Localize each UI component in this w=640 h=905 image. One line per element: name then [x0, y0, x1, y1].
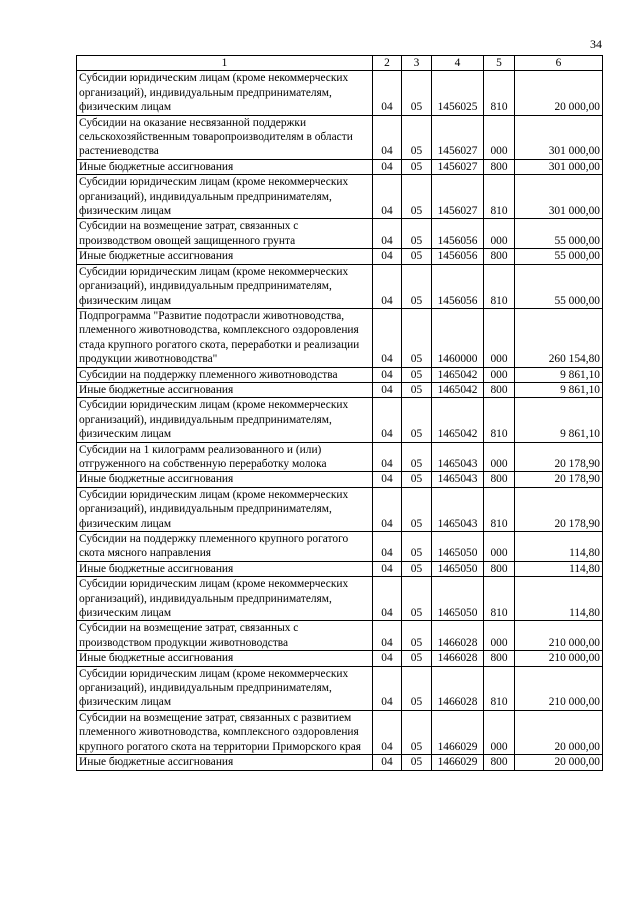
row-code-3: 05 [402, 561, 432, 576]
row-code-3: 05 [402, 382, 432, 397]
row-amount: 210 000,00 [515, 621, 603, 651]
row-expense-type: 000 [484, 710, 515, 754]
table-row [77, 159, 603, 174]
row-expense-type: 800 [484, 472, 515, 487]
row-name: Субсидии на возмещение затрат, связанных с производством продукции животноводства [77, 621, 373, 651]
row-code-2: 04 [373, 577, 402, 621]
row-code-3: 05 [402, 621, 432, 651]
row-expense-type: 800 [484, 249, 515, 264]
table-row [77, 308, 603, 367]
row-expense-type: 800 [484, 651, 515, 666]
table-row [77, 666, 603, 710]
row-code-2: 04 [373, 264, 402, 308]
row-name: Субсидии на поддержку племенного крупного рогатого скота мясного направления [77, 532, 373, 562]
row-code-2: 04 [373, 442, 402, 472]
row-amount: 301 000,00 [515, 175, 603, 219]
row-amount: 20 178,90 [515, 442, 603, 472]
row-name: Субсидии юридическим лицам (кроме некоммерческих организаций), индивидуальным предпринимателям, физическим лицам [77, 175, 373, 219]
row-expense-type: 000 [484, 115, 515, 159]
row-code-2: 04 [373, 159, 402, 174]
table-row [77, 621, 603, 651]
row-amount: 210 000,00 [515, 666, 603, 710]
row-code-2: 04 [373, 175, 402, 219]
table-row [77, 398, 603, 442]
row-code-3: 05 [402, 367, 432, 382]
header-cell-6: 6 [515, 56, 603, 71]
row-name: Иные бюджетные ассигнования [77, 159, 373, 174]
row-expense-type: 000 [484, 219, 515, 249]
row-amount: 301 000,00 [515, 115, 603, 159]
row-expense-type: 810 [484, 264, 515, 308]
row-target-code: 1465043 [432, 442, 484, 472]
row-expense-type: 810 [484, 175, 515, 219]
table-row [77, 115, 603, 159]
row-amount: 9 861,10 [515, 398, 603, 442]
table-row [77, 175, 603, 219]
row-name: Субсидии юридическим лицам (кроме некоммерческих организаций), индивидуальным предпринимателям, физическим лицам [77, 71, 373, 115]
row-name: Иные бюджетные ассигнования [77, 651, 373, 666]
row-code-3: 05 [402, 442, 432, 472]
row-target-code: 1465043 [432, 487, 484, 531]
table-row [77, 577, 603, 621]
header-cell-1: 1 [77, 56, 373, 71]
row-amount: 20 000,00 [515, 710, 603, 754]
row-target-code: 1466029 [432, 755, 484, 770]
row-amount: 260 154,80 [515, 308, 603, 367]
table-row [77, 249, 603, 264]
row-amount: 210 000,00 [515, 651, 603, 666]
row-name: Субсидии юридическим лицам (кроме некоммерческих организаций), индивидуальным предпринимателям, физическим лицам [77, 577, 373, 621]
row-amount: 20 000,00 [515, 755, 603, 770]
row-target-code: 1456025 [432, 71, 484, 115]
row-code-3: 05 [402, 219, 432, 249]
header-cell-4: 4 [432, 56, 484, 71]
row-code-2: 04 [373, 666, 402, 710]
row-target-code: 1460000 [432, 308, 484, 367]
row-target-code: 1465042 [432, 367, 484, 382]
row-expense-type: 000 [484, 308, 515, 367]
row-name: Субсидии на возмещение затрат, связанных с развитием племенного животноводства, комплексного оздоровления крупного рогатого скота на территории Приморского края [77, 710, 373, 754]
row-expense-type: 000 [484, 442, 515, 472]
header-cell-2: 2 [373, 56, 402, 71]
row-target-code: 1466028 [432, 621, 484, 651]
row-code-2: 04 [373, 71, 402, 115]
table-row [77, 710, 603, 754]
row-code-3: 05 [402, 398, 432, 442]
page-number: 34 [590, 37, 602, 51]
row-name: Субсидии на поддержку племенного животноводства [77, 367, 373, 382]
row-code-3: 05 [402, 472, 432, 487]
row-amount: 20 178,90 [515, 472, 603, 487]
row-expense-type: 810 [484, 398, 515, 442]
row-amount: 9 861,10 [515, 367, 603, 382]
table-row [77, 382, 603, 397]
row-amount: 9 861,10 [515, 382, 603, 397]
row-expense-type: 800 [484, 561, 515, 576]
row-code-2: 04 [373, 367, 402, 382]
row-name: Иные бюджетные ассигнования [77, 561, 373, 576]
table-row [77, 264, 603, 308]
row-target-code: 1456056 [432, 219, 484, 249]
row-code-2: 04 [373, 219, 402, 249]
row-target-code: 1465042 [432, 398, 484, 442]
row-code-3: 05 [402, 264, 432, 308]
row-code-3: 05 [402, 577, 432, 621]
row-expense-type: 000 [484, 621, 515, 651]
header-cell-5: 5 [484, 56, 515, 71]
table-row [77, 71, 603, 115]
table-row [77, 442, 603, 472]
row-name: Субсидии юридическим лицам (кроме некоммерческих организаций), индивидуальным предпринимателям, физическим лицам [77, 666, 373, 710]
row-target-code: 1465050 [432, 532, 484, 562]
table-row [77, 367, 603, 382]
row-target-code: 1456027 [432, 159, 484, 174]
row-name: Субсидии юридическим лицам (кроме некоммерческих организаций), индивидуальным предпринимателям, физическим лицам [77, 398, 373, 442]
row-amount: 20 178,90 [515, 487, 603, 531]
row-code-2: 04 [373, 532, 402, 562]
row-amount: 55 000,00 [515, 249, 603, 264]
row-expense-type: 810 [484, 666, 515, 710]
row-amount: 301 000,00 [515, 159, 603, 174]
row-code-2: 04 [373, 249, 402, 264]
row-target-code: 1465050 [432, 561, 484, 576]
table-row [77, 532, 603, 562]
row-code-3: 05 [402, 666, 432, 710]
row-target-code: 1466028 [432, 666, 484, 710]
row-code-2: 04 [373, 561, 402, 576]
row-code-2: 04 [373, 651, 402, 666]
row-name: Иные бюджетные ассигнования [77, 382, 373, 397]
row-code-3: 05 [402, 249, 432, 264]
row-name: Иные бюджетные ассигнования [77, 472, 373, 487]
table-row [77, 219, 603, 249]
row-target-code: 1466029 [432, 710, 484, 754]
table-header [77, 56, 603, 71]
row-target-code: 1456056 [432, 264, 484, 308]
row-amount: 20 000,00 [515, 71, 603, 115]
table-body [77, 71, 603, 770]
row-amount: 55 000,00 [515, 219, 603, 249]
row-expense-type: 000 [484, 367, 515, 382]
row-code-2: 04 [373, 487, 402, 531]
row-target-code: 1465042 [432, 382, 484, 397]
header-row [77, 56, 603, 71]
table-row [77, 472, 603, 487]
row-code-2: 04 [373, 755, 402, 770]
row-code-2: 04 [373, 382, 402, 397]
row-amount: 55 000,00 [515, 264, 603, 308]
row-expense-type: 810 [484, 487, 515, 531]
row-target-code: 1456056 [432, 249, 484, 264]
row-code-2: 04 [373, 472, 402, 487]
row-code-3: 05 [402, 115, 432, 159]
row-name: Субсидии юридическим лицам (кроме некоммерческих организаций), индивидуальным предпринимателям, физическим лицам [77, 264, 373, 308]
row-name: Субсидии на оказание несвязанной поддержки сельскохозяйственным товаропроизводителям в области растениеводства [77, 115, 373, 159]
row-amount: 114,80 [515, 577, 603, 621]
table-row [77, 561, 603, 576]
row-code-2: 04 [373, 398, 402, 442]
budget-table [76, 55, 603, 771]
row-code-3: 05 [402, 532, 432, 562]
row-code-3: 05 [402, 755, 432, 770]
row-code-3: 05 [402, 175, 432, 219]
table-row [77, 651, 603, 666]
row-expense-type: 810 [484, 71, 515, 115]
row-name: Подпрограмма "Развитие подотрасли животноводства, племенного животноводства, комплексного оздоровления стада крупного рогатого скота, переработки и реализации продукции животноводства" [77, 308, 373, 367]
table-row [77, 487, 603, 531]
row-code-2: 04 [373, 710, 402, 754]
row-code-3: 05 [402, 651, 432, 666]
row-name: Субсидии юридическим лицам (кроме некоммерческих организаций), индивидуальным предпринимателям, физическим лицам [77, 487, 373, 531]
row-code-3: 05 [402, 159, 432, 174]
row-name: Иные бюджетные ассигнования [77, 755, 373, 770]
row-expense-type: 800 [484, 755, 515, 770]
row-code-3: 05 [402, 487, 432, 531]
row-expense-type: 800 [484, 382, 515, 397]
row-expense-type: 800 [484, 159, 515, 174]
row-name: Субсидии на возмещение затрат, связанных с производством овощей защищенного грунта [77, 219, 373, 249]
row-target-code: 1456027 [432, 115, 484, 159]
row-code-3: 05 [402, 710, 432, 754]
row-code-2: 04 [373, 115, 402, 159]
row-target-code: 1465050 [432, 577, 484, 621]
row-expense-type: 810 [484, 577, 515, 621]
row-code-2: 04 [373, 621, 402, 651]
row-name: Иные бюджетные ассигнования [77, 249, 373, 264]
row-code-3: 05 [402, 71, 432, 115]
row-target-code: 1456027 [432, 175, 484, 219]
row-name: Субсидии на 1 килограмм реализованного и (или) отгруженного на собственную переработку молока [77, 442, 373, 472]
row-code-3: 05 [402, 308, 432, 367]
row-target-code: 1466028 [432, 651, 484, 666]
row-amount: 114,80 [515, 561, 603, 576]
row-code-2: 04 [373, 308, 402, 367]
row-target-code: 1465043 [432, 472, 484, 487]
table-row [77, 755, 603, 770]
row-expense-type: 000 [484, 532, 515, 562]
row-amount: 114,80 [515, 532, 603, 562]
header-cell-3: 3 [402, 56, 432, 71]
